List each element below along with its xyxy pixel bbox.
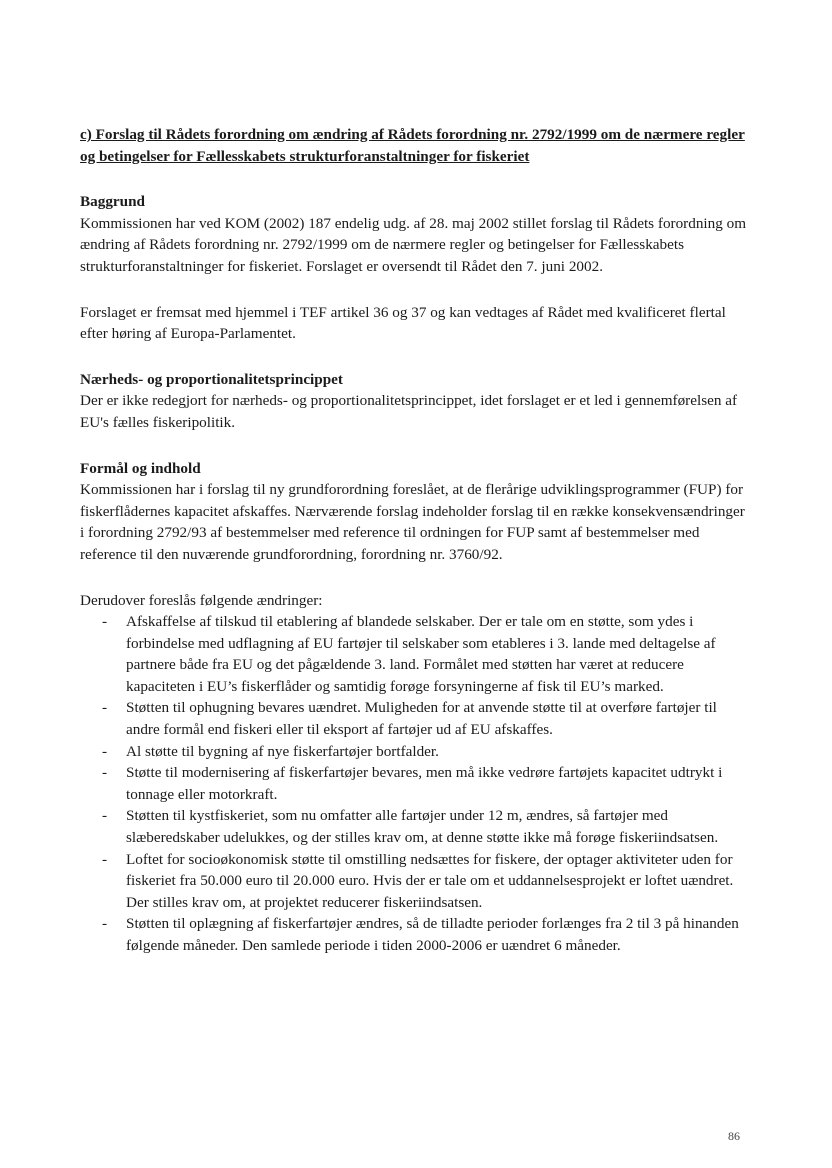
section-formaal	[80, 458, 748, 566]
section-heading: Baggrund	[80, 193, 145, 211]
section-paragraph: Kommissionen har ved KOM (2002) 187 endelig udg. af 28. maj 2002 stillet forslag til Rådets forordning om ændring af Rådets forordning nr. 2792/1999 om de nærmere regler og betingelser for Fællesskabets strukturforanstaltninger for fiskeriet. Forslaget er oversendt til Rådet den 7. juni 2002.	[80, 214, 747, 275]
bullet-dash: -	[102, 807, 108, 825]
list-item	[80, 611, 748, 697]
list-item-text: Loftet for socioøkonomisk støtte til omstilling nedsættes for fiskere, der optager aktiviteter uden for fiskeriet fra 50.000 euro til 20.000 euro. Hvis der er tale om et uddannelsesprojekt er loftet uændret. Der stilles krav om, at projektet reducerer fiskeriindsatsen.	[126, 850, 734, 911]
bullet-dash: -	[102, 850, 108, 868]
section-heading: Formål og indhold	[80, 459, 201, 477]
section-paragraph: Kommissionen har i forslag til ny grundforordning foreslået, at de flerårige udviklingsprogrammer (FUP) for fiskerflådernes kapacitet afskaffes. Nærværende forslag indeholder forslag til en række konsekvensændringer i forordning 2792/93 af bestemmelser med reference til ordningen for FUP samt af bestemmelser med reference til den nuværende grundforordning, forordning nr. 3760/92.	[80, 481, 745, 563]
bullet-dash: -	[102, 613, 108, 631]
list-item-text: Støtten til ophugning bevares uændret. Muligheden for at anvende støtte til at overføre fartøjer til andre formål end fiskeri eller til eksport af fartøjer ud af EU afskaffes.	[126, 699, 717, 739]
section-naerhed	[80, 369, 748, 434]
list-item-text: Støtte til modernisering af fiskerfartøjer bevares, men må ikke vedrøre fartøjets kapacitet udtrykt i tonnage eller motorkraft.	[126, 764, 723, 803]
list-item-text: Afskaffelse af tilskud til etablering af blandede selskaber. Der er tale om en støtte, som ydes i forbindelse med udflagning af EU fartøjer til selskaber som etableres i 3. lande med deltagelse af partnere både fra EU og det pågældende 3. land. Formålet med støtten har været at reducere kapaciteten i EU’s fiskerflåder og samtidig forøge forsyningerne af fisk til EU’s marked.	[126, 613, 716, 695]
list-item-text: Støtten til oplægning af fiskerfartøjer ændres, så de tilladte perioder forlænges fra 2 til 3 på hinanden følgende måneder. Den samlede periode i tiden 2000-2006 er uændret 6 måneder.	[126, 915, 739, 954]
changes-intro: Derudover foreslås følgende ændringer:	[80, 591, 323, 609]
list-item	[80, 849, 748, 914]
list-item-text: Støtten til kystfiskeriet, som nu omfatter alle fartøjer under 12 m, ændres, så fartøjer med slæberedskaber udelukkes, og der stilles krav om, at denne støtte ikke må forøge fiskeriindsatsen.	[126, 807, 719, 847]
section-baggrund	[80, 191, 748, 345]
page-content	[80, 124, 748, 957]
page-number: 86	[728, 1129, 740, 1143]
list-item	[80, 741, 748, 763]
bullet-dash: -	[102, 915, 108, 933]
list-item	[80, 913, 748, 956]
bullet-dash: -	[102, 764, 108, 782]
list-item	[80, 805, 748, 848]
list-item-text: Al støtte til bygning af nye fiskerfartøjer bortfalder.	[126, 742, 439, 760]
document-title: c) Forslag til Rådets forordning om ændring af Rådets forordning nr. 2792/1999 om de nærmere regler og betingelser for Fællesskabets strukturforanstaltninger for fiskeriet	[80, 126, 745, 165]
bullet-dash: -	[102, 742, 108, 760]
section-paragraph: Forslaget er fremsat med hjemmel i TEF artikel 36 og 37 og kan vedtages af Rådet med kvalificeret flertal efter høring af Europa-Parlamentet.	[80, 303, 726, 343]
section-paragraph: Der er ikke redegjort for nærheds- og proportionalitetsprincippet, idet forslaget er et led i gennemførelsen af EU's fælles fiskeripolitik.	[80, 392, 738, 431]
bullet-dash: -	[102, 699, 108, 717]
section-heading: Nærheds- og proportionalitetsprincippet	[80, 370, 343, 388]
list-item	[80, 697, 748, 740]
list-item	[80, 762, 748, 805]
changes-list	[80, 611, 748, 957]
